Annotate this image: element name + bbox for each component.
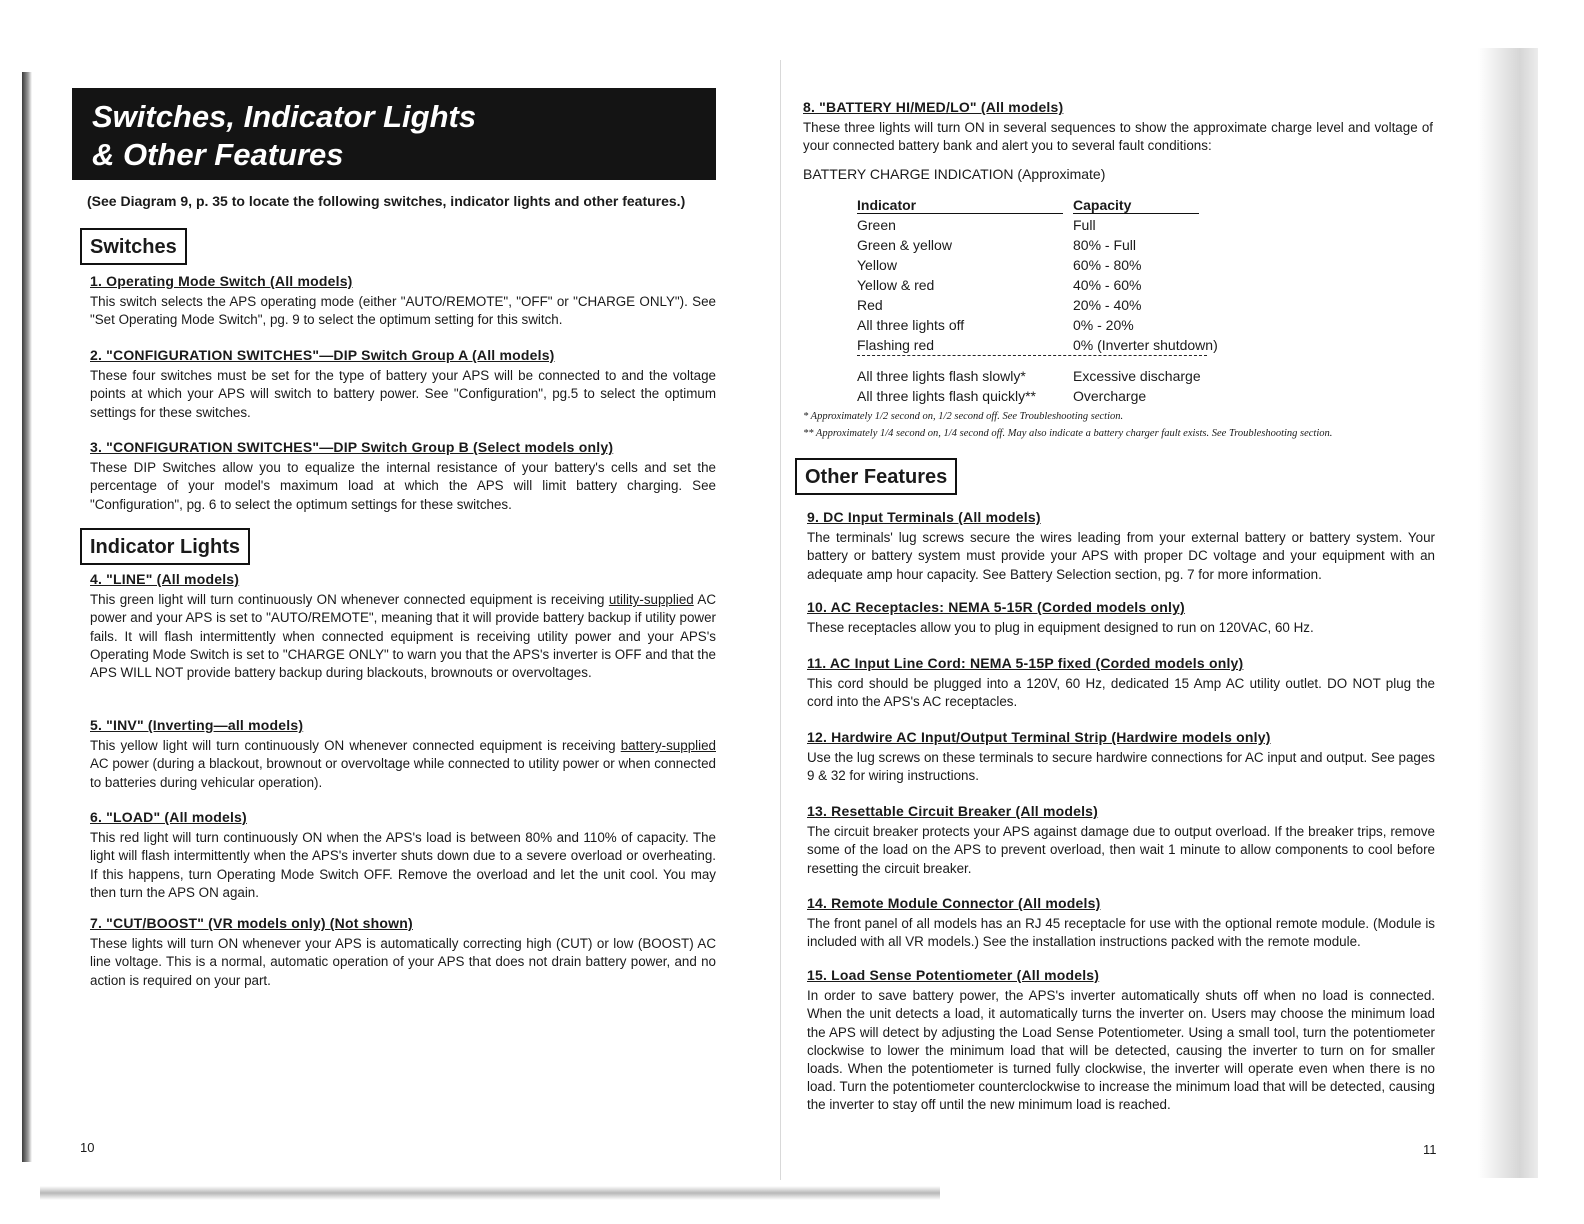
table-row	[857, 215, 1257, 235]
table-row	[857, 295, 1257, 315]
indicator-cell: All three lights flash quickly**	[857, 388, 1036, 404]
page-title-line-2: & Other Features	[92, 137, 344, 172]
indicator-cell: Yellow	[857, 257, 897, 273]
header-underline	[1073, 213, 1199, 214]
capacity-cell: Excessive discharge	[1073, 368, 1201, 384]
feature-heading: 3. "CONFIGURATION SWITCHES"—DIP Switch Group B (Select models only)	[90, 439, 614, 455]
feature-heading: 5. "INV" (Inverting—all models)	[90, 717, 304, 733]
feature-item-15	[807, 966, 1435, 1115]
feature-body: These four switches must be set for the type of battery your APS will be connected to and the voltage points at which your APS will switch to battery power. See "Configuration", pg.5 to select the optimum settings for these switches.	[90, 368, 716, 420]
feature-item-3	[90, 438, 716, 514]
indicator-cell: All three lights flash slowly*	[857, 368, 1026, 384]
section-heading-switches: Switches	[80, 228, 187, 265]
feature-heading: 13. Resettable Circuit Breaker (All models)	[807, 803, 1099, 819]
section-heading-other-features: Other Features	[795, 458, 957, 495]
feature-heading: 10. AC Receptacles: NEMA 5-15R (Corded models only)	[807, 599, 1185, 615]
table-row	[857, 315, 1257, 335]
scan-shadow-right	[1478, 48, 1538, 1178]
scan-shadow-bottom	[40, 1186, 940, 1200]
feature-body: In order to save battery power, the APS's inverter automatically shuts off when no load is connected. When the unit detects a load, it automatically turns the inverter on. Users may choose the minimum load the APS will detect by adjusting the Load Sense Potentiometer. Using a small tool, turn the potentiometer clockwise to lower the minimum load that will be detected, causing the inverter to turn on for smaller loads. When the potentiometer is turned fully clockwise, the inverter will operate even when there is no load. Turn the potentiometer counterclockwise to increase the minimum load that will be detected, causing the inverter to stay off until the new minimum load is reached.	[807, 988, 1435, 1113]
feature-heading: 2. "CONFIGURATION SWITCHES"—DIP Switch Group A (All models)	[90, 347, 555, 363]
feature-item-14	[807, 894, 1435, 952]
feature-body: Use the lug screws on these terminals to secure hardwire connections for AC input and output. See pages 9 & 32 for wiring instructions.	[807, 750, 1435, 784]
page-gutter	[780, 60, 781, 1180]
table-header-row	[857, 195, 1257, 215]
indicator-cell: Green & yellow	[857, 237, 952, 253]
footnote-2: ** Approximately 1/4 second on, 1/4 second off. May also indicate a battery charger fault exists. See Troubleshooting section.	[803, 428, 1333, 439]
battery-charge-title: BATTERY CHARGE INDICATION (Approximate)	[803, 166, 1106, 182]
capacity-cell: Full	[1073, 217, 1096, 233]
feature-item-11	[807, 654, 1435, 712]
feature-heading: 7. "CUT/BOOST" (VR models only) (Not shown)	[90, 915, 413, 931]
feature-heading: 1. Operating Mode Switch (All models)	[90, 273, 353, 289]
capacity-cell: 60% - 80%	[1073, 257, 1142, 273]
feature-body: This switch selects the APS operating mode (either "AUTO/REMOTE", "OFF" or "CHARGE ONLY"). See "Set Operating Mode Switch", pg. 9 to select the optimum setting for this switch.	[90, 294, 716, 328]
page-number-right: 11	[1423, 1142, 1437, 1157]
table-divider	[857, 355, 1207, 362]
indicator-cell: Flashing red	[857, 337, 935, 353]
indicator-cell: Yellow & red	[857, 277, 935, 293]
feature-item-13	[807, 802, 1435, 878]
feature-body-text: AC power (during a blackout, brownout or overvoltage while connected to utility power or when connected to batteries during vehicular operation).	[90, 756, 716, 790]
feature-item-5	[90, 716, 716, 792]
table-row-fault	[857, 386, 1257, 406]
feature-body: This red light will turn continuously ON when the APS's load is between 80% and 110% of capacity. The light will flash intermittently when the APS's inverter shuts down due to a severe overload or overheating. If this happens, turn Operating Mode Switch OFF. Remove the overload and let the unit cool. You may then turn the APS ON again.	[90, 830, 716, 900]
column-header-indicator: Indicator	[857, 197, 917, 213]
feature-heading: 11. AC Input Line Cord: NEMA 5-15P fixed (Corded models only)	[807, 655, 1244, 671]
feature-heading: 12. Hardwire AC Input/Output Terminal Strip (Hardwire models only)	[807, 729, 1271, 745]
feature-body-text: This green light will turn continuously ON whenever connected equipment is receiving	[90, 592, 609, 608]
feature-item-8	[803, 98, 1433, 156]
capacity-cell: 0% - 20%	[1073, 317, 1134, 333]
title-banner	[72, 88, 716, 180]
feature-body: The terminals' lug screws secure the wires leading from your external battery or battery system. Your battery or battery system must provide your APS with proper DC voltage and your equipment with an adequate amp hour capacity. See Battery Selection section, pg. 7 for more information.	[807, 530, 1435, 582]
capacity-cell: Overcharge	[1073, 388, 1147, 404]
feature-body: The front panel of all models has an RJ 45 receptacle for use with the optional remote module. (Module is included with all VR models.) See the installation instructions packed with the remote module.	[807, 916, 1435, 950]
footnote-1: * Approximately 1/2 second on, 1/2 second off. See Troubleshooting section.	[803, 411, 1124, 422]
feature-body: The circuit breaker protects your APS against damage due to output overload. If the breaker trips, remove some of the load on the APS to prevent overload, then wait 1 minute to allow components to cool before resetting the circuit breaker.	[807, 824, 1435, 876]
feature-heading: 8. "BATTERY HI/MED/LO" (All models)	[803, 99, 1064, 115]
indicator-cell: Red	[857, 297, 883, 313]
feature-body-text: AC power and your APS is set to "AUTO/REMOTE", meaning that it will provide battery backup if utility power fails. It will flash intermittently when connected equipment is receiving utility power and your APS's Operating Mode Switch is set to "CHARGE ONLY" to warn you that the APS's inverter is OFF and that the APS WILL NOT provide battery backup during blackouts, brownouts or overvoltages.	[90, 592, 716, 681]
feature-body-emphasis: battery-supplied	[620, 738, 716, 754]
feature-item-12	[807, 728, 1435, 786]
feature-item-10	[807, 598, 1435, 637]
table-row	[857, 335, 1257, 355]
feature-item-4	[90, 570, 716, 682]
feature-item-1	[90, 272, 716, 330]
feature-body: These three lights will turn ON in several sequences to show the approximate charge level and voltage of your connected battery bank and alert you to several fault conditions:	[803, 120, 1433, 154]
indicator-cell: All three lights off	[857, 317, 965, 333]
capacity-cell: 80% - Full	[1073, 237, 1137, 253]
feature-heading: 15. Load Sense Potentiometer (All models)	[807, 967, 1100, 983]
capacity-cell: 40% - 60%	[1073, 277, 1142, 293]
feature-body	[90, 737, 716, 792]
feature-heading: 14. Remote Module Connector (All models)	[807, 895, 1101, 911]
table-row-fault	[857, 366, 1257, 386]
header-underline	[857, 213, 1063, 214]
feature-body-text: This yellow light will turn continuously ON whenever connected equipment is receiving	[90, 738, 621, 754]
feature-heading: 6. "LOAD" (All models)	[90, 809, 247, 825]
column-header-capacity: Capacity	[1073, 197, 1132, 213]
section-heading-indicator-lights: Indicator Lights	[80, 528, 250, 565]
page-number-left: 10	[80, 1140, 95, 1155]
see-diagram-note: (See Diagram 9, p. 35 to locate the following switches, indicator lights and other features.)	[87, 193, 686, 209]
scan-shadow-left	[22, 72, 32, 1162]
capacity-cell: 0% (Inverter shutdown)	[1073, 337, 1218, 353]
feature-body: These receptacles allow you to plug in equipment designed to run on 120VAC, 60 Hz.	[807, 620, 1314, 636]
battery-charge-table	[857, 195, 1257, 406]
feature-body: These lights will turn ON whenever your APS is automatically correcting high (CUT) or low (BOOST) AC line voltage. This is a normal, automatic operation of your APS that does not drain battery power, and no action is required on your part.	[90, 936, 716, 988]
feature-item-9	[807, 508, 1435, 584]
feature-item-6	[90, 808, 716, 902]
feature-heading: 9. DC Input Terminals (All models)	[807, 509, 1041, 525]
feature-body: These DIP Switches allow you to equalize the internal resistance of your battery's cells and set the percentage of your model's maximum load at which the APS will limit battery charging. See "Configuration", pg. 6 to select the optimum settings for these switches.	[90, 460, 716, 512]
feature-item-7	[90, 914, 716, 990]
indicator-cell: Green	[857, 217, 896, 233]
feature-item-2	[90, 346, 716, 422]
feature-body	[90, 591, 716, 682]
table-row	[857, 255, 1257, 275]
feature-body: This cord should be plugged into a 120V, 60 Hz, dedicated 15 Amp AC utility outlet. DO NOT plug the cord into the APS's AC receptacles.	[807, 676, 1435, 710]
feature-body-emphasis: utility-supplied	[608, 592, 694, 608]
feature-heading: 4. "LINE" (All models)	[90, 571, 240, 587]
capacity-cell: 20% - 40%	[1073, 297, 1142, 313]
table-row	[857, 235, 1257, 255]
page-title-line-1: Switches, Indicator Lights	[92, 99, 477, 134]
table-row	[857, 275, 1257, 295]
